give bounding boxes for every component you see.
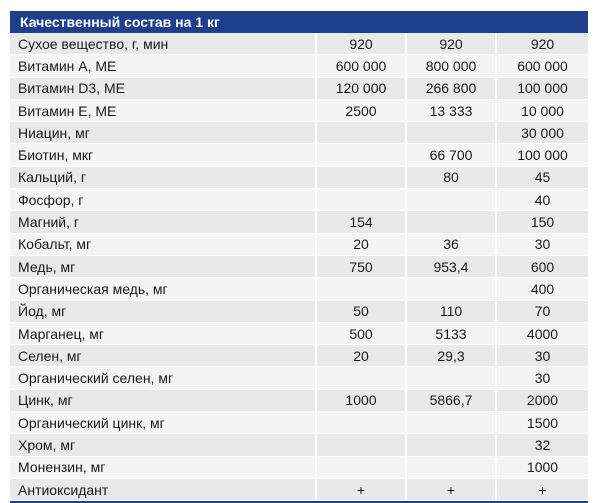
- value-cell-col3: 920: [496, 33, 588, 55]
- value-cell-col2: 266 800: [406, 77, 496, 99]
- value-cell-col3: 30 000: [496, 122, 588, 144]
- table-row: [10, 166, 588, 188]
- table-row: [10, 412, 588, 434]
- value-cell-col2: 920: [406, 33, 496, 55]
- value-cell-col3: 70: [496, 300, 588, 322]
- value-cell-col3: 150: [496, 211, 588, 233]
- table-row: [10, 255, 588, 277]
- value-cell-col1: 120 000: [316, 77, 406, 99]
- value-cell-col2: 80: [406, 166, 496, 188]
- value-cell-col2: [406, 189, 496, 211]
- value-cell-col3: +: [496, 478, 588, 500]
- value-cell-col2: 29,3: [406, 345, 496, 367]
- table-row: [10, 478, 588, 500]
- row-label: Селен, мг: [10, 345, 316, 367]
- value-cell-col1: [316, 412, 406, 434]
- table-row: [10, 55, 588, 77]
- value-cell-col3: 600 000: [496, 55, 588, 77]
- value-cell-col3: 100 000: [496, 77, 588, 99]
- table-row: [10, 389, 588, 411]
- row-label: Органический цинк, мг: [10, 412, 316, 434]
- row-label: Фосфор, г: [10, 189, 316, 211]
- value-cell-col3: 1000: [496, 456, 588, 478]
- value-cell-col2: [406, 278, 496, 300]
- table-row: [10, 99, 588, 121]
- value-cell-col1: 600 000: [316, 55, 406, 77]
- table-row: [10, 122, 588, 144]
- value-cell-col2: 36: [406, 233, 496, 255]
- value-cell-col1: 20: [316, 345, 406, 367]
- row-label: Монензин, мг: [10, 456, 316, 478]
- value-cell-col1: [316, 434, 406, 456]
- row-label: Кальций, г: [10, 166, 316, 188]
- value-cell-col3: 4000: [496, 322, 588, 344]
- value-cell-col1: [316, 166, 406, 188]
- table-row: [10, 77, 588, 99]
- table-row: [10, 144, 588, 166]
- row-label: Кобальт, мг: [10, 233, 316, 255]
- row-label: Витамин А, МЕ: [10, 55, 316, 77]
- value-cell-col1: [316, 189, 406, 211]
- table-row: [10, 33, 588, 55]
- value-cell-col1: 20: [316, 233, 406, 255]
- row-label: Органическая медь, мг: [10, 278, 316, 300]
- value-cell-col3: 30: [496, 233, 588, 255]
- value-cell-col2: [406, 122, 496, 144]
- row-label: Марганец, мг: [10, 322, 316, 344]
- value-cell-col3: 40: [496, 189, 588, 211]
- value-cell-col3: 2000: [496, 389, 588, 411]
- row-label: Витамин D3, МЕ: [10, 77, 316, 99]
- table-row: [10, 456, 588, 478]
- value-cell-col1: 154: [316, 211, 406, 233]
- value-cell-col1: 920: [316, 33, 406, 55]
- value-cell-col2: 953,4: [406, 255, 496, 277]
- value-cell-col2: +: [406, 478, 496, 500]
- value-cell-col2: 5133: [406, 322, 496, 344]
- value-cell-col2: [406, 412, 496, 434]
- row-label: Магний, г: [10, 211, 316, 233]
- row-label: Сухое вещество, г, мин: [10, 33, 316, 55]
- value-cell-col2: 800 000: [406, 55, 496, 77]
- value-cell-col3: 1500: [496, 412, 588, 434]
- row-label: Ниацин, мг: [10, 122, 316, 144]
- value-cell-col1: [316, 144, 406, 166]
- row-label: Хром, мг: [10, 434, 316, 456]
- value-cell-col3: 45: [496, 166, 588, 188]
- value-cell-col1: 750: [316, 255, 406, 277]
- value-cell-col1: [316, 367, 406, 389]
- row-label: Йод, мг: [10, 300, 316, 322]
- row-label: Медь, мг: [10, 255, 316, 277]
- table-row: [10, 322, 588, 344]
- value-cell-col3: 600: [496, 255, 588, 277]
- value-cell-col1: [316, 122, 406, 144]
- table-row: [10, 211, 588, 233]
- value-cell-col2: [406, 456, 496, 478]
- value-cell-col3: 100 000: [496, 144, 588, 166]
- value-cell-col3: 10 000: [496, 99, 588, 121]
- row-label: Органический селен, мг: [10, 367, 316, 389]
- table-row: [10, 278, 588, 300]
- table-row: [10, 345, 588, 367]
- table-row: [10, 434, 588, 456]
- table-row: [10, 300, 588, 322]
- value-cell-col3: 32: [496, 434, 588, 456]
- value-cell-col2: [406, 211, 496, 233]
- value-cell-col3: 30: [496, 345, 588, 367]
- value-cell-col1: [316, 456, 406, 478]
- value-cell-col1: +: [316, 478, 406, 500]
- value-cell-col2: 13 333: [406, 99, 496, 121]
- value-cell-col3: 400: [496, 278, 588, 300]
- value-cell-col2: 5866,7: [406, 389, 496, 411]
- composition-table-container: [10, 11, 588, 503]
- row-label: Цинк, мг: [10, 389, 316, 411]
- row-label: Витамин Е, МЕ: [10, 99, 316, 121]
- value-cell-col2: 66 700: [406, 144, 496, 166]
- value-cell-col1: 500: [316, 322, 406, 344]
- table-body: [10, 33, 588, 501]
- value-cell-col3: 30: [496, 367, 588, 389]
- value-cell-col1: 50: [316, 300, 406, 322]
- row-label: Антиоксидант: [10, 478, 316, 500]
- value-cell-col2: [406, 367, 496, 389]
- composition-table: [10, 33, 588, 501]
- value-cell-col2: [406, 434, 496, 456]
- value-cell-col1: [316, 278, 406, 300]
- table-row: [10, 233, 588, 255]
- table-row: [10, 367, 588, 389]
- value-cell-col1: 2500: [316, 99, 406, 121]
- row-label: Биотин, мкг: [10, 144, 316, 166]
- value-cell-col1: 1000: [316, 389, 406, 411]
- table-row: [10, 189, 588, 211]
- value-cell-col2: 110: [406, 300, 496, 322]
- table-title: Качественный состав на 1 кг: [10, 11, 588, 33]
